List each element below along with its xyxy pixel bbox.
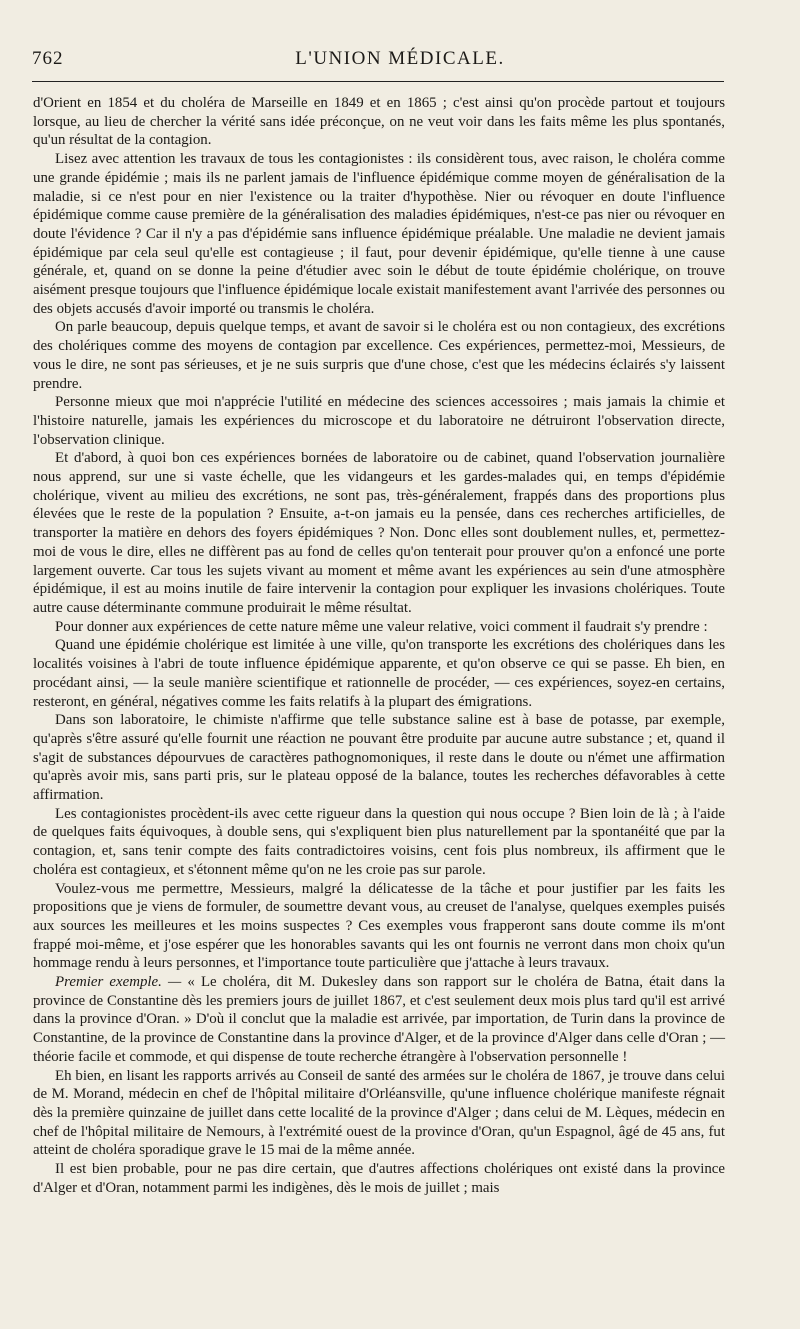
paragraph: Eh bien, en lisant les rapports arrivés au Conseil de santé des armées sur le choléra de 1867, je trouve dans celui de M. Morand, médecin en chef de l'hôpital militaire d'Orléansville, qu'une influence cholérique manifeste régnait dès la première quinzaine de juillet dans cette localité de la province d'Alger ; dans celui de M. Lèques, médecin en chef de l'hôpital militaire de Nemours, à l'extrémité ouest de la province d'Oran, qu'un Espagnol, âgé de 45 ans, fut atteint de choléra sporadique grave le 15 mai de la même année. xyxy=(33,1067,725,1159)
paragraph: Dans son laboratoire, le chimiste n'affirme que telle substance saline est à base de potasse, par exemple, qu'après s'être assuré qu'elle fournit une réaction ne pouvant être produite par aucune autre substance ; et, quand il s'agit de substances dépourvues de caractères pathognomoniques, il reste dans le doute ou n'émet une affirmation qu'après avoir mis, sans parti pris, sur le plateau opposé de la balance, toutes les recherches défavorables à cette affirmation. xyxy=(33,712,725,804)
journal-title: L'UNION MÉDICALE. xyxy=(295,48,505,69)
paragraph: On parle beaucoup, depuis quelque temps, et avant de savoir si le choléra est ou non contagieux, des excrétions des cholériques comme des moyens de contagion par excellence. Ces expériences, permettez-moi, Messieurs, de vous le dire, ne sont pas sérieuses, et je ne suis surpris que d'une chose, c'est que les médecins éclairés s'y laissent prendre. xyxy=(33,319,725,392)
example-label: Premier exemple. — xyxy=(55,974,182,991)
paragraph: Pour donner aux expériences de cette nature même une valeur relative, voici comment il faudrait s'y prendre : xyxy=(55,618,708,635)
paragraph: Lisez avec attention les travaux de tous les contagionistes : ils considèrent tous, avec raison, le choléra comme une grande épidémie ; mais ils ne parlent jamais de l'influence épidémique comme moyen de généralisation de la maladie, si ce n'est pour en nier l'existence ou la traiter d'hypothèse. Nier ou révoquer en doute l'influence épidémique comme cause première de la généralisation des maladies épidémiques, n'est-ce pas nier ou révoquer en doute l'évidence ? Car il n'y a pas d'épidémie sans influence épidémique préalable. Une maladie ne devient jamais épidémique par cela seul qu'elle est contagieuse ; il faut, pour devenir épidémique, qu'elle tienne à une cause générale, et, quand on se donne la peine d'étudier avec soin le début de toute épidémie cholérique, on trouve aisément presque toujours que l'influence épidémique locale existait manifestement avant l'arrivée des personnes ou des objets accusés d'avoir importé ou transmis le choléra. xyxy=(33,151,725,317)
example-paragraph xyxy=(33,973,725,1067)
paragraph: Les contagionistes procèdent-ils avec cette rigueur dans la question qui nous occupe ? Bien loin de là ; à l'aide de quelques faits équivoques, à double sens, qui s'expliquent bien plus naturellement par la spontanéité que par la contagion, et, sans tenir compte des faits contradictoires voisins, cent fois plus nombreux, ils affirment que le choléra est contagieux, et s'étonnent même qu'on ne les croie pas sur parole. xyxy=(33,805,725,878)
paragraph: Il est bien probable, pour ne pas dire certain, que d'autres affections cholériques ont existé dans la province d'Alger et d'Oran, notamment parmi les indigènes, dès le mois de juillet ; mais xyxy=(33,1161,725,1196)
paragraph: Personne mieux que moi n'apprécie l'utilité en médecine des sciences accessoires ; mais jamais la chimie et l'histoire naturelle, jamais les expériences du microscope et du laboratoire ne détruiront l'observation directe, l'observation clinique. xyxy=(33,394,725,448)
page-number: 762 xyxy=(32,48,64,69)
paragraph: Et d'abord, à quoi bon ces expériences bornées de laboratoire ou de cabinet, quand l'observation journalière nous apprend, sur une si vaste échelle, que les vidangeurs et les gardes-malades qui, en temps d'épidémie cholérique, vivent au milieu des excrétions, ne sont pas, très-généralement, frappés dans des proportions plus élevées que le reste de la population ? Ensuite, a-t-on jamais eu la pensée, dans ces recherches artificielles, de transporter la matière en dehors des foyers épidémiques ? Non. Donc elles sont doublement nulles, et, permettez-moi de vous le dire, elles ne diffèrent pas au fond de celles qu'on tenterait pour prouver qu'on a enfoncé une porte largement ouverte. Car tous les sujets vivant au moment et même avant les expériences au sein d'une atmosphère épidémique, il est au moins inutile de faire intervenir la contagion pour expliquer les invasions cholériques. Toute autre cause déterminante commune produirait le même résultat. xyxy=(33,450,725,616)
example-text: « Le choléra, dit M. Dukesley dans son rapport sur le choléra de Batna, était dans la province de Constantine dès les premiers jours de juillet 1867, et c'est seulement deux mois plus tard qu'il est arrivé dans la province d'Oran. » D'où il conclut que la maladie est arrivée, par importation, de Turin dans la province de Constantine, de la province de Constantine dans la province d'Alger, et de la province d'Alger dans celle d'Oran ; — théorie facile et commode, et qui dispense de toute recherche étrangère à l'observation personnelle ! xyxy=(33,974,725,1065)
body-text xyxy=(33,94,725,1197)
running-head xyxy=(0,0,800,70)
header-rule xyxy=(32,81,724,82)
paragraph: Voulez-vous me permettre, Messieurs, malgré la délicatesse de la tâche et pour justifier par les faits les propositions que je viens de formuler, de soumettre devant vous, au creuset de l'analyse, quelques exemples puisés aux sources les meilleures et les moins suspectes ? Ces exemples vous frapperont sans doute comme ils m'ont frappé moi-même, et j'ose espérer que les honorables savants qui les ont fournis ne verront dans mon choix qu'un hommage rendu à leurs personnes, et l'importance toute particulière que j'attache à leurs travaux. xyxy=(33,880,725,972)
paragraph: Quand une épidémie cholérique est limitée à une ville, qu'on transporte les excrétions des cholériques dans les localités voisines à l'abri de toute influence épidémique apparente, et qu'on observe ce qui se passe. Eh bien, en procédant ainsi, — la seule manière scientifique et rationnelle de procéder, — ces expériences, soyez-en certains, resteront, en général, négatives comme les faits relatifs à la plupart des émigrations. xyxy=(33,637,725,710)
paragraph: d'Orient en 1854 et du choléra de Marseille en 1849 et en 1865 ; c'est ainsi qu'on procède partout et toujours lorsque, au lieu de chercher la vérité sans idée préconçue, on ne veut voir dans les faits même les plus spontanés, qu'un résultat de la contagion. xyxy=(33,95,725,149)
